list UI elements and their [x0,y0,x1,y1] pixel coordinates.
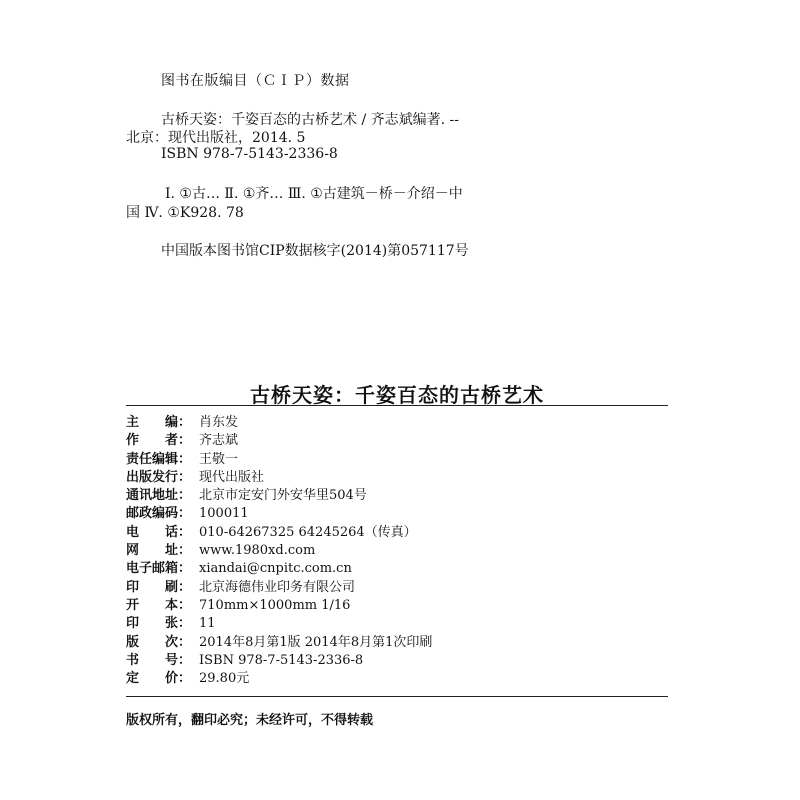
colophon-value: 现代出版社 [199,469,265,485]
colophon-value: 010-64267325 64245264（传真） [199,524,417,540]
colophon-value: 11 [199,616,216,632]
colophon-row-publisher [126,469,432,487]
colophon-label: 版 次： [126,634,192,650]
colophon-value: 北京海德伟业印务有限公司 [199,579,356,595]
book-title: 古桥天姿：千姿百态的古桥艺术 [250,383,544,407]
colophon-value: 肖东发 [199,415,239,430]
cip-classification-line-1: Ⅰ. ①古… Ⅱ. ①齐… Ⅲ. ①古建筑－桥－介绍－中 [165,186,463,202]
cip-heading: 图书在版编目（ＣＩＰ）数据 [161,73,350,89]
colophon-value: ISBN 978-7-5143-2336-8 [199,652,364,668]
colophon-row-website [126,542,432,560]
colophon-value: xiandai@cnpitc.com.cn [199,561,352,577]
colophon-row-email [126,560,432,578]
colophon-row-sheets [126,615,432,633]
colophon-value: www.1980xd.com [199,543,316,559]
colophon-row-isbn [126,652,432,670]
colophon-label: 开 本： [126,597,192,613]
colophon-row-postcode [126,505,432,523]
colophon-row-author [126,432,432,450]
colophon-label: 通讯地址： [126,488,192,504]
colophon-divider [126,696,668,697]
colophon-label: 定 价： [126,671,192,687]
colophon-value: 齐志斌 [199,433,239,449]
colophon-value: 2014年8月第1版 2014年8月第1次印刷 [199,634,433,650]
colophon-value: 710mm×1000mm 1/16 [199,597,351,613]
colophon-value: 王敬一 [199,451,239,467]
colophon-label: 网 址： [126,543,192,559]
colophon-label: 主 编： [126,415,192,430]
colophon-row-responsible-editor [126,451,432,469]
colophon-label: 印 张： [126,616,192,632]
colophon-label: 邮政编码： [126,506,192,522]
colophon-label: 责任编辑： [126,451,192,467]
title-divider [126,405,668,406]
colophon-row-edition [126,634,432,652]
colophon-value: 29.80元 [199,671,250,687]
colophon-label: 书 号： [126,652,192,668]
colophon-label: 电 话： [126,524,192,540]
cip-classification-line-2: 国 Ⅳ. ①K928. 78 [126,205,244,221]
colophon-value: 北京市定安门外安华里504号 [199,488,367,504]
colophon-row-printer [126,579,432,597]
colophon-row-format [126,597,432,615]
colophon-list [126,414,432,688]
colophon-label: 作 者： [126,433,192,449]
cip-publisher-line: 北京：现代出版社，2014. 5 [126,130,306,146]
colophon-label: 电子邮箱： [126,561,192,577]
copyright-notice: 版权所有，翻印必究；未经许可，不得转载 [126,713,374,728]
colophon-label: 印 刷： [126,579,192,595]
colophon-label: 出版发行： [126,469,192,485]
cip-title-line: 古桥天姿：千姿百态的古桥艺术 / 齐志斌编著. -- [161,112,459,128]
cip-record-number: 中国版本图书馆CIP数据核字(2014)第057117号 [161,243,469,259]
cip-isbn-line: ISBN 978-7-5143-2336-8 [161,146,338,162]
colophon-row-phone [126,524,432,542]
colophon-row-address [126,487,432,505]
colophon-value: 100011 [199,506,249,522]
colophon-row-editor [126,414,432,432]
colophon-row-price [126,670,432,688]
